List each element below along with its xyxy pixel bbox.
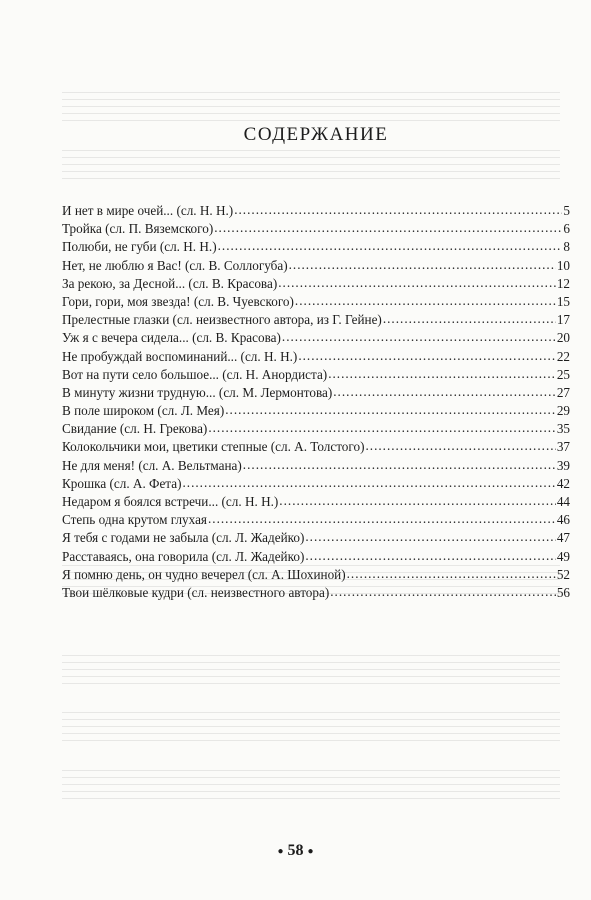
toc-entry-page: 10 [556,257,570,273]
bullet-icon: ● [307,845,314,857]
toc-entry [62,529,570,547]
toc-entry [62,475,570,493]
toc-entry-title: Гори, гори, моя звезда! (сл. В. Чуевского) [62,293,294,309]
toc-entry [62,329,570,347]
toc-dot-leader [298,347,556,365]
toc-entry-page: 25 [556,366,570,382]
toc-entry-page: 49 [556,548,570,564]
toc-entry [62,238,570,256]
toc-dot-leader [234,201,562,219]
toc-entry-title: Уж я с вечера сидела... (сл. В. Красова) [62,330,281,346]
show-through-music-staff [62,655,560,689]
toc-entry-page: 29 [556,403,570,419]
toc-entry [62,348,570,366]
toc-entry-page: 37 [556,439,570,455]
toc-entry-title: Твои шёлковые кудри (сл. неизвестного автора) [62,584,330,600]
toc-entry-page: 52 [556,566,570,582]
toc-entry-page: 44 [556,494,570,509]
toc-entry-title: Полюби, не губи (сл. Н. Н.) [62,239,217,255]
toc-entry-page: 39 [556,457,570,473]
toc-dot-leader [365,437,555,455]
toc-entry-page: 5 [563,203,570,218]
toc-entry [62,402,570,420]
toc-entry [62,420,570,438]
toc-dot-leader [289,256,556,274]
toc-entry-title: За рекою, за Десной... (сл. В. Красова) [62,275,278,291]
toc-entry [62,202,570,220]
toc-entry-page: 22 [556,348,570,364]
toc-entry-title: Расставаясь, она говорила (сл. Л. Жадейко) [62,548,305,564]
toc-dot-leader [208,510,556,528]
toc-entry-title: Я помню день, он чудно вечерел (сл. А. Шохиной) [62,566,346,582]
toc-entry [62,311,570,329]
toc-entry [62,548,570,566]
toc-dot-leader [214,219,562,237]
toc-entry-title: Не пробуждай воспоминаний... (сл. Н. Н.) [62,348,298,364]
toc-dot-leader [330,583,556,601]
toc-entry-title: Тройка (сл. П. Вяземского) [62,221,214,237]
show-through-music-staff [62,712,560,746]
toc-dot-leader [295,292,556,310]
toc-entry-title: В поле широком (сл. Л. Мея) [62,403,225,419]
toc-dot-leader [305,547,555,565]
toc-entry [62,457,570,475]
toc-entry [62,584,570,602]
toc-entry [62,384,570,402]
toc-dot-leader [328,365,556,383]
toc-dot-leader [218,237,563,255]
toc-entry [62,257,570,275]
toc-entry [62,566,570,584]
toc-dot-leader [279,492,556,510]
toc-entry-title: Недаром я боялся встречи... (сл. Н. Н.) [62,494,279,509]
toc-entry-title: Прелестные глазки (сл. неизвестного автора, из Г. Гейне) [62,312,382,328]
toc-entry-page: 12 [556,275,570,291]
toc-entry-title: Свидание (сл. Н. Грекова) [62,421,208,437]
toc-entry-title: Колокольчики мои, цветики степные (сл. А. Толстого) [62,439,365,455]
toc-entry-title: Крошка (сл. А. Фета) [62,475,182,491]
toc-entry [62,511,570,529]
toc-dot-leader [243,456,556,474]
toc-entry-title: Я тебя с годами не забыла (сл. Л. Жадейко) [62,530,305,546]
toc-entry-page: 20 [556,330,570,346]
show-through-music-staff [62,92,560,126]
page-number: 58 [287,842,304,859]
bullet-icon: ● [277,845,284,857]
toc-entry [62,293,570,311]
toc-entry-page: 56 [556,584,570,600]
toc-entry [62,275,570,293]
toc-dot-leader [333,383,556,401]
toc-entry-title: В минуту жизни трудную... (сл. М. Лермонтова) [62,384,333,400]
show-through-music-staff [62,150,560,184]
toc-entry [62,438,570,456]
toc-entry-page: 46 [556,512,570,528]
toc-dot-leader [383,310,556,328]
toc-entry-page: 8 [563,239,570,255]
toc-dot-leader [347,565,556,583]
toc-entry-page: 27 [556,384,570,400]
toc-entry [62,366,570,384]
toc-dot-leader [225,401,556,419]
toc-entry-page: 6 [563,221,570,237]
toc-entry [62,220,570,238]
toc-dot-leader [208,419,556,437]
show-through-music-staff [62,770,560,804]
toc-entry-title: И нет в мире очей... (сл. Н. Н.) [62,203,234,218]
table-of-contents [62,202,570,602]
toc-dot-leader [182,474,555,492]
toc-entry-page: 42 [556,475,570,491]
toc-entry [62,493,570,511]
toc-entry-page: 35 [556,421,570,437]
toc-dot-leader [305,528,555,546]
toc-entry-page: 17 [556,312,570,328]
toc-entry-title: Степь одна крутом глухая [62,512,207,528]
toc-entry-page: 15 [556,293,570,309]
toc-entry-page: 47 [556,530,570,546]
toc-entry-title: Нет, не люблю я Вас! (сл. В. Соллогуба) [62,257,288,273]
toc-dot-leader [282,328,556,346]
toc-entry-title: Вот на пути село большое... (сл. Н. Анордиста) [62,366,328,382]
page-number-footer [0,842,591,860]
page-title: СОДЕРЖАНИЕ [243,124,389,145]
toc-entry-title: Не для меня! (сл. А. Вельтмана) [62,457,242,473]
toc-dot-leader [278,274,556,292]
